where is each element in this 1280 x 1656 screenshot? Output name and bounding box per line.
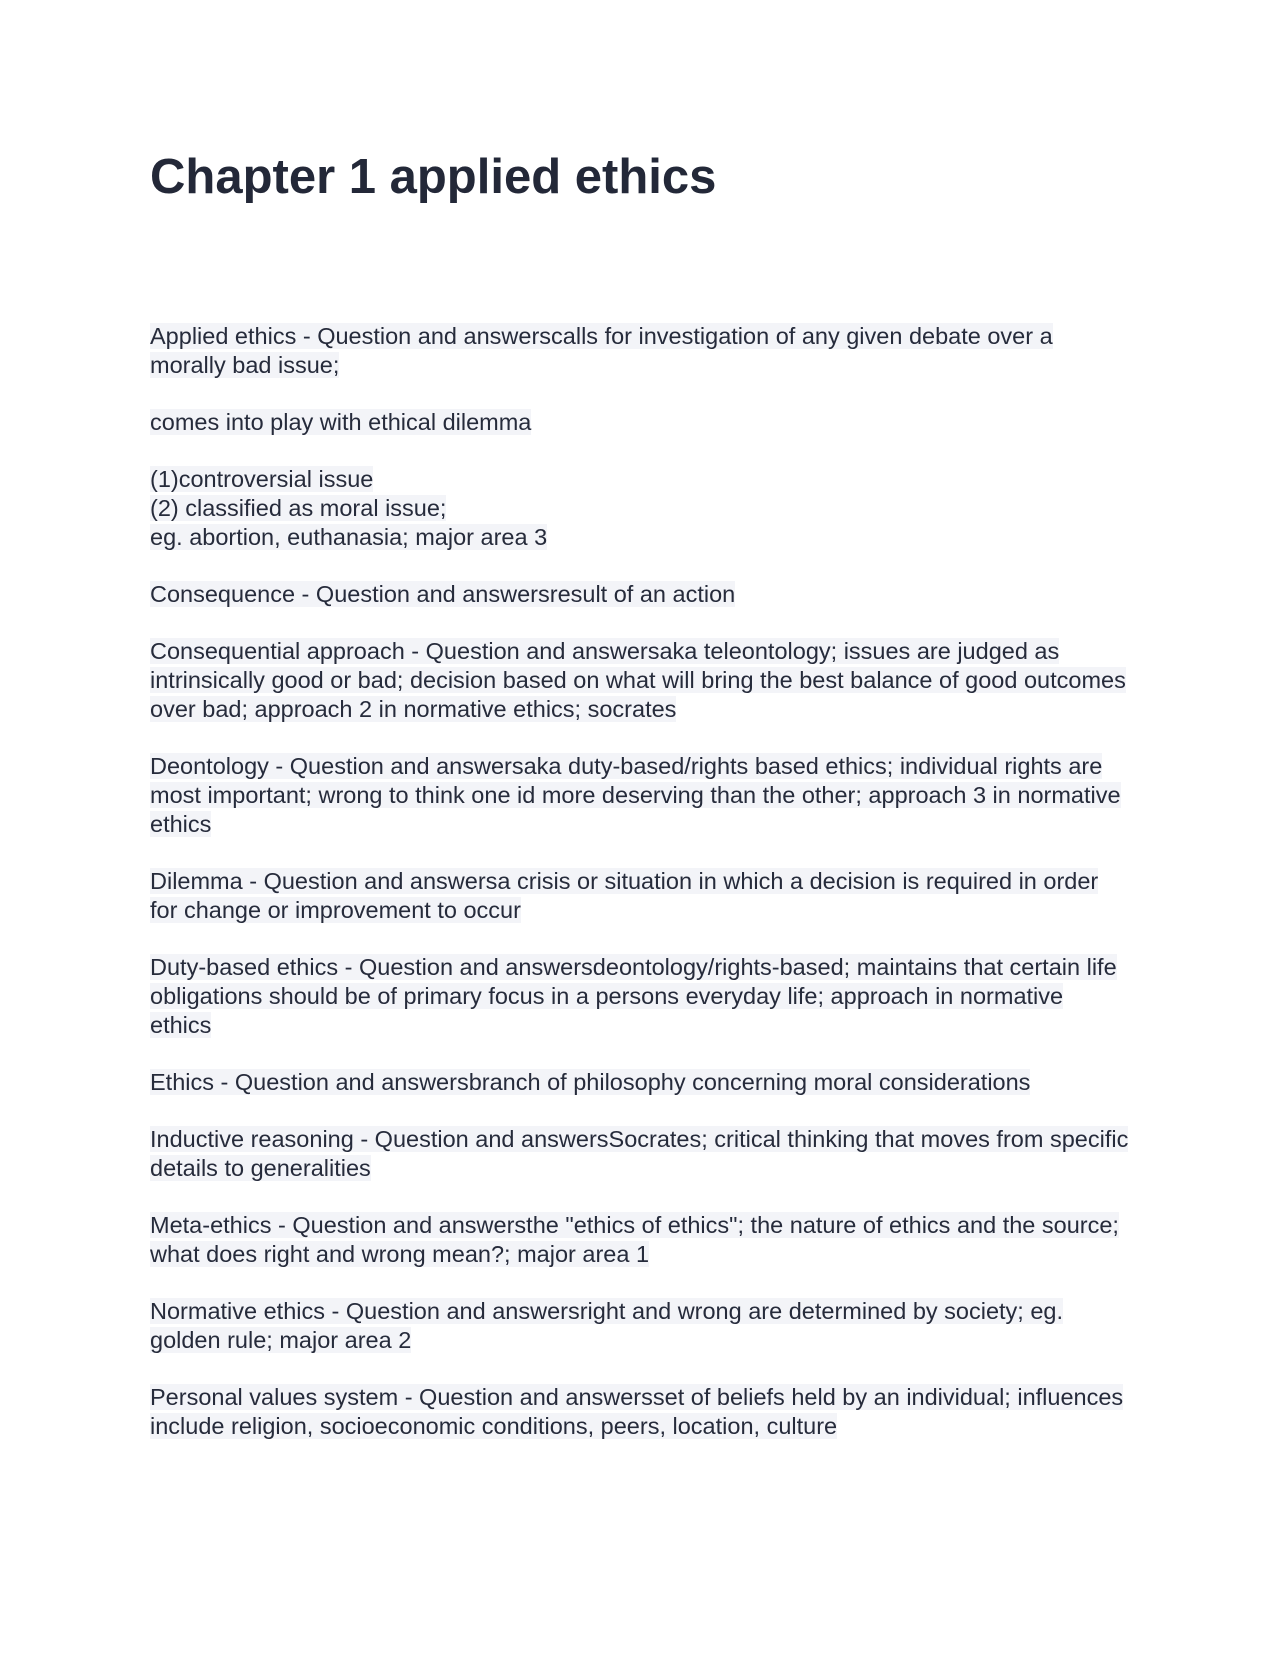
paragraph-dilemma <box>150 867 1130 925</box>
paragraph-moral-issue-list <box>150 465 1130 552</box>
paragraph-consequential-approach <box>150 637 1130 724</box>
paragraph-text: Consequence - Question and answersresult of an action <box>150 581 736 607</box>
paragraph-text: comes into play with ethical dilemma <box>150 409 532 435</box>
paragraph-consequence <box>150 580 1130 609</box>
paragraph-text: Dilemma - Question and answersa crisis or situation in which a decision is required in order for change or improvement to occur <box>150 868 1099 923</box>
paragraph-meta-ethics <box>150 1211 1130 1269</box>
paragraph-deontology <box>150 752 1130 839</box>
paragraph-text: Meta-ethics - Question and answersthe "ethics of ethics"; the nature of ethics and the source; what does right and wrong mean?; major area 1 <box>150 1212 1119 1267</box>
paragraph-normative-ethics <box>150 1297 1130 1355</box>
paragraph-text: Ethics - Question and answersbranch of philosophy concerning moral considerations <box>150 1069 1031 1095</box>
list-line: (2) classified as moral issue; <box>150 495 447 521</box>
paragraph-text: Normative ethics - Question and answersright and wrong are determined by society; eg. golden rule; major area 2 <box>150 1298 1064 1353</box>
paragraph-ethical-dilemma <box>150 408 1130 437</box>
paragraph-text: Applied ethics - Question and answerscalls for investigation of any given debate over a morally bad issue; <box>150 323 1053 378</box>
list-line: eg. abortion, euthanasia; major area 3 <box>150 524 548 550</box>
paragraph-text: Personal values system - Question and answersset of beliefs held by an individual; influences include religion, socioeconomic conditions, peers, location, culture <box>150 1384 1124 1439</box>
paragraph-text: Inductive reasoning - Question and answersSocrates; critical thinking that moves from specific details to generalities <box>150 1126 1129 1181</box>
page-title: Chapter 1 applied ethics <box>150 150 717 204</box>
paragraph-text: Consequential approach - Question and answersaka teleontology; issues are judged as intrinsically good or bad; decision based on what will bring the best balance of good outcomes over bad; approach 2 in normative ethics; socrates <box>150 638 1126 722</box>
paragraph-text: Deontology - Question and answersaka duty-based/rights based ethics; individual rights are most important; wrong to think one id more deserving than the other; approach 3 in normative ethics <box>150 753 1121 837</box>
document-body <box>150 322 1130 1469</box>
paragraph-inductive-reasoning <box>150 1125 1130 1183</box>
paragraph-duty-based-ethics <box>150 953 1130 1040</box>
list-line: (1)controversial issue <box>150 466 374 492</box>
paragraph-applied-ethics <box>150 322 1130 380</box>
paragraph-text: Duty-based ethics - Question and answersdeontology/rights-based; maintains that certain life obligations should be of primary focus in a persons everyday life; approach in normative ethics <box>150 954 1117 1038</box>
paragraph-ethics <box>150 1068 1130 1097</box>
paragraph-personal-values-system <box>150 1383 1130 1441</box>
